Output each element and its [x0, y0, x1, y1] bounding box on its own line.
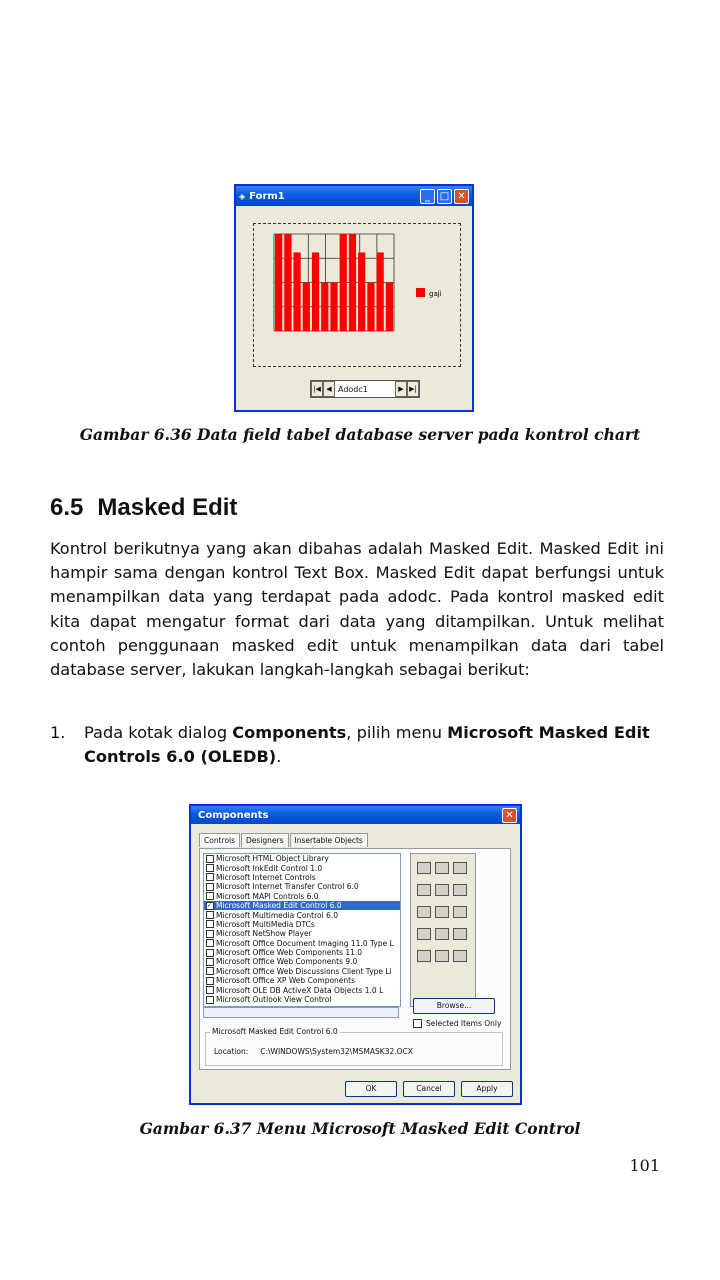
control-preview-icon — [417, 862, 431, 874]
chart-bar — [312, 252, 319, 331]
item-label: Microsoft Masked Edit Control 6.0 — [216, 901, 342, 911]
list-item[interactable] — [204, 882, 400, 891]
chart-bar — [321, 283, 328, 332]
list-item[interactable] — [204, 939, 400, 948]
first-record-button[interactable]: |◀ — [311, 381, 323, 397]
item-label: Microsoft Internet Controls — [216, 872, 316, 882]
section-number: 6.5 — [50, 494, 84, 521]
components-dialog — [189, 804, 522, 1105]
chart-bar — [340, 234, 347, 331]
list-item[interactable] — [204, 873, 400, 882]
item-checkbox[interactable] — [206, 986, 214, 994]
cancel-button[interactable]: Cancel — [403, 1081, 455, 1097]
minimize-icon[interactable]: _ — [420, 189, 435, 204]
adodc-control[interactable] — [310, 380, 420, 398]
item-checkbox[interactable] — [206, 949, 214, 957]
close-icon[interactable]: ✕ — [502, 808, 517, 823]
list-item[interactable] — [204, 976, 400, 985]
list-item[interactable] — [204, 985, 400, 994]
location-label: Location: — [214, 1047, 249, 1056]
item-checkbox[interactable] — [206, 911, 214, 919]
chart-bar — [284, 234, 291, 331]
list-item[interactable] — [204, 910, 400, 919]
item-label: Microsoft Internet Transfer Control 6.0 — [216, 882, 359, 892]
ok-button[interactable]: OK — [345, 1081, 397, 1097]
app-icon: ◈ — [239, 191, 246, 201]
item-checkbox[interactable] — [206, 864, 214, 872]
item-label: Microsoft Office Web Discussions Client Type Li — [216, 966, 392, 976]
step-text-part: . — [276, 747, 282, 766]
item-checkbox[interactable] — [206, 920, 214, 928]
form1-window — [234, 184, 474, 412]
figure-caption-1: Gambar 6.36 Data field tabel database server pada kontrol chart — [79, 425, 641, 444]
adodc-caption: Adodc1 — [338, 384, 368, 394]
step-number: 1. — [50, 723, 66, 742]
selected-items-only-label: Selected Items Only — [426, 1019, 502, 1028]
control-preview-icon — [417, 950, 431, 962]
close-icon[interactable]: ✕ — [454, 189, 469, 204]
legend-swatch — [416, 288, 425, 297]
item-checkbox[interactable] — [206, 967, 214, 975]
list-item[interactable] — [204, 920, 400, 929]
last-record-button[interactable]: ▶| — [407, 381, 419, 397]
prev-record-button[interactable]: ◀ — [323, 381, 335, 397]
item-label: Microsoft Office Web Components 9.0 — [216, 957, 358, 967]
step-text-part: Pada kotak dialog — [84, 723, 233, 742]
horizontal-scrollbar[interactable] — [203, 1007, 399, 1018]
item-label: Microsoft Office XP Web Components — [216, 976, 356, 986]
location-row — [214, 1047, 413, 1056]
list-item[interactable] — [204, 929, 400, 938]
section-heading — [50, 494, 237, 522]
list-item[interactable] — [204, 967, 400, 976]
control-preview-icon — [417, 928, 431, 940]
item-checkbox[interactable] — [206, 855, 214, 863]
item-checkbox[interactable] — [206, 958, 214, 966]
vertical-scrollbar[interactable] — [400, 854, 401, 1006]
control-preview-icon — [435, 862, 449, 874]
chart-bar — [275, 234, 282, 331]
item-checkbox[interactable] — [206, 873, 214, 881]
chart-bar — [377, 252, 384, 331]
list-item[interactable] — [204, 863, 400, 872]
item-label: Microsoft MultiMedia DTCs — [216, 919, 315, 929]
item-label: Microsoft Multimedia Control 6.0 — [216, 910, 339, 920]
apply-button[interactable]: Apply — [461, 1081, 513, 1097]
tab-insertable-objects[interactable]: Insertable Objects — [290, 833, 368, 847]
item-checkbox[interactable] — [206, 883, 214, 891]
components-titlebar[interactable] — [191, 806, 520, 824]
browse-button[interactable]: Browse... — [413, 998, 495, 1014]
chart-bar — [367, 283, 374, 332]
control-preview-icon — [435, 884, 449, 896]
control-preview-icon — [453, 884, 467, 896]
item-label: Microsoft InkEdit Control 1.0 — [216, 863, 323, 873]
item-checkbox[interactable] — [206, 892, 214, 900]
figure-caption-2: Gambar 6.37 Menu Microsoft Masked Edit Control — [139, 1119, 581, 1138]
item-label: Microsoft MAPI Controls 6.0 — [216, 891, 319, 901]
maximize-icon[interactable]: □ — [437, 189, 452, 204]
item-checkbox[interactable] — [206, 939, 214, 947]
components-title: Components — [198, 809, 269, 821]
selected-items-only-checkbox[interactable] — [413, 1019, 501, 1028]
step-text-part: , pilih menu — [346, 723, 448, 742]
location-value: C:\WINDOWS\System32\MSMASK32.OCX — [260, 1047, 413, 1056]
chart-bar — [293, 252, 300, 331]
control-preview-icon — [435, 928, 449, 940]
form1-titlebar[interactable] — [236, 186, 472, 206]
group-label: Microsoft Masked Edit Control 6.0 — [212, 1027, 338, 1036]
list-item[interactable] — [204, 854, 400, 863]
list-item[interactable] — [204, 901, 400, 910]
step-item — [50, 721, 664, 769]
item-checkbox[interactable] — [206, 977, 214, 985]
item-label: Microsoft Office Document Imaging 11.0 Type L — [216, 938, 394, 948]
item-label: Microsoft OLE DB ActiveX Data Objects 1.0 L — [216, 985, 384, 995]
control-preview-icon — [453, 950, 467, 962]
control-preview-icon — [435, 906, 449, 918]
page-number: 101 — [629, 1156, 660, 1175]
body-paragraph: Kontrol berikutnya yang akan dibahas adalah Masked Edit. Masked Edit ini hampir sama dengan kontrol Text Box. Masked Edit dapat berfungsi untuk menampilkan data yang terdapat pada adodc. Pada kontrol masked edit kita dapat mengatur format dari data yang ditampilkan. Untuk melihat contoh penggunaan masked edit untuk menampilkan data dari tabel database server, lakukan langkah-langkah sebagai berikut: — [50, 539, 664, 680]
item-checkbox[interactable] — [206, 996, 214, 1004]
tab-strip — [199, 833, 369, 847]
chart-bar — [349, 234, 356, 331]
step-text — [84, 721, 664, 769]
item-label: Microsoft NetShow Player — [216, 929, 312, 939]
step-bold-components: Components — [232, 723, 347, 742]
chart-bar — [358, 252, 365, 331]
chart-bar — [303, 283, 310, 332]
tab-designers[interactable]: Designers — [241, 833, 289, 847]
section-title: Masked Edit — [97, 494, 238, 521]
chart-bar — [330, 283, 337, 332]
chart-control[interactable] — [253, 223, 461, 367]
item-label: Microsoft Outlook View Control — [216, 995, 332, 1005]
list-item[interactable] — [204, 948, 400, 957]
component-list[interactable] — [203, 853, 401, 1007]
control-preview-panel — [410, 853, 476, 1007]
tab-controls[interactable]: Controls — [199, 833, 240, 847]
list-item[interactable] — [204, 892, 400, 901]
control-preview-icon — [417, 884, 431, 896]
item-checkbox[interactable]: ✓ — [207, 901, 213, 909]
control-preview-icon — [435, 950, 449, 962]
form1-title: Form1 — [249, 190, 285, 202]
control-preview-icon — [417, 906, 431, 918]
next-record-button[interactable]: ▶ — [395, 381, 407, 397]
list-item[interactable] — [204, 995, 400, 1004]
control-preview-icon — [453, 906, 467, 918]
checkbox-box[interactable] — [413, 1019, 422, 1028]
chart-bar — [386, 283, 393, 332]
component-info-group — [205, 1027, 503, 1066]
step-bold-control-name: Microsoft Masked Edit Controls 6.0 (OLEDB) — [84, 723, 650, 766]
legend-label: gaji — [429, 290, 442, 298]
control-preview-icon — [453, 862, 467, 874]
item-checkbox[interactable] — [206, 930, 214, 938]
list-item[interactable] — [204, 957, 400, 966]
item-label: Microsoft HTML Object Library — [216, 854, 329, 864]
item-label: Microsoft Office Web Components 11.0 — [216, 948, 363, 958]
bar-chart — [254, 224, 460, 366]
control-preview-icon — [453, 928, 467, 940]
